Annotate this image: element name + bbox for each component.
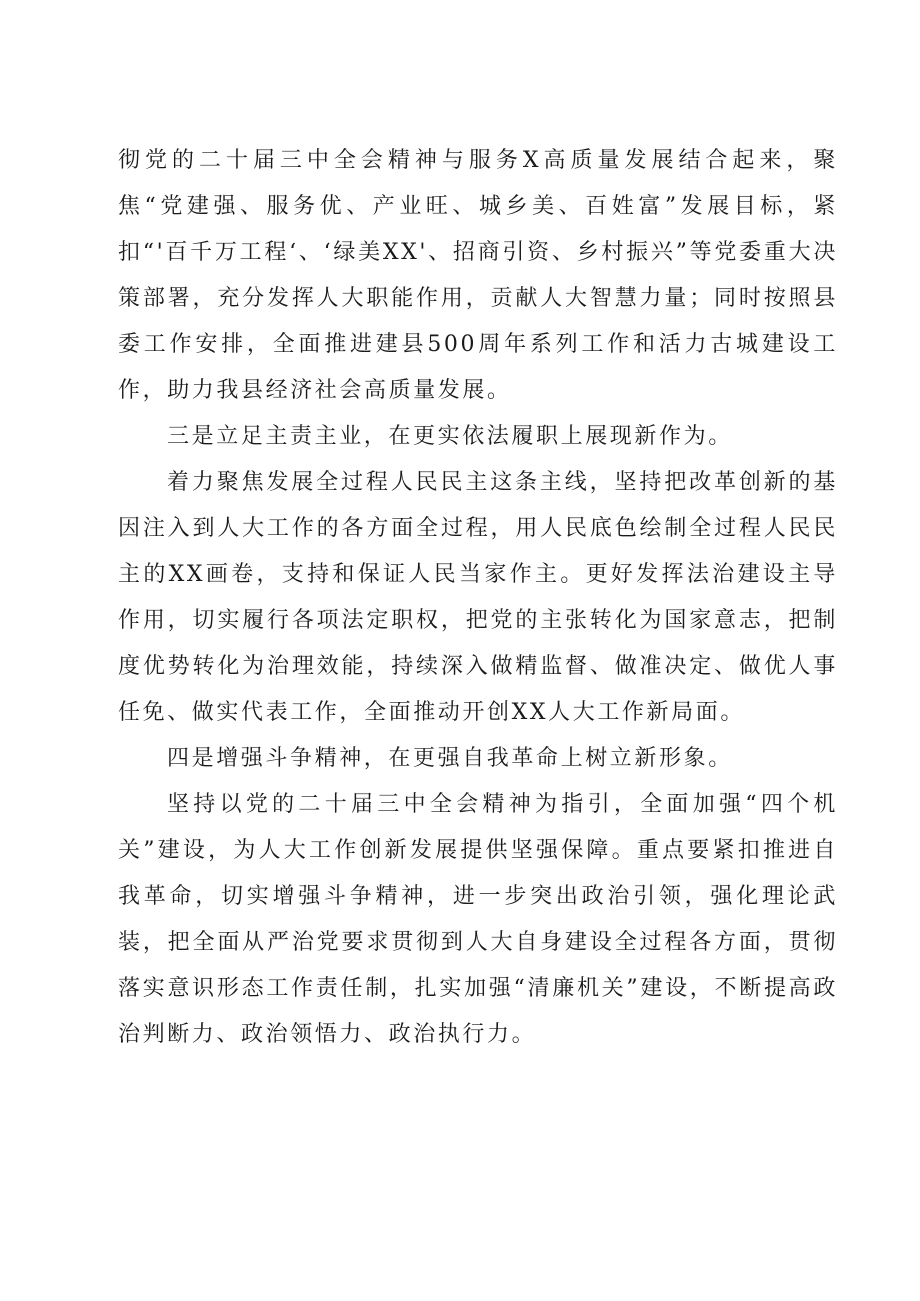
paragraph-body-four: 坚持以党的二十届三中全会精神为指引，全面加强“四个机关”建设，为人大工作创新发展提供坚强保障。重点要紧扣推进自我革命，切实增强斗争精神，进一步突出政治引领，强化理论武装，把全面从严治党要求贯彻到人大自身建设全过程各方面，贯彻落实意识形态工作责任制，扎实加强“清廉机关”建设，不断提高政治判断力、政治领悟力、政治执行力。 <box>118 792 838 1047</box>
paragraph-heading-four: 四是增强斗争精神，在更强自我革命上树立新形象。 <box>167 746 733 771</box>
document-body <box>118 138 838 1058</box>
paragraph-body-three: 着力聚焦发展全过程人民民主这条主线，坚持把改革创新的基因注入到人大工作的各方面全过程，用人民底色绘制全过程人民民主的XX画卷，支持和保证人民当家作主。更好发挥法治建设主导作用，切实履行各项法定职权，把党的主张转化为国家意志，把制度优势转化为治理效能，持续深入做精监督、做准决定、做优人事任免、做实代表工作，全面推动开创XX人大工作新局面。 <box>118 470 838 725</box>
paragraph-continuation: 彻党的二十届三中全会精神与服务X高质量发展结合起来，聚焦“党建强、服务优、产业旺、城乡美、百姓富”发展目标，紧扣“'百千万工程‘、‘绿美XX'、招商引资、乡村振兴”等党委重大决策部署，充分发挥人大职能作用，贡献人大智慧力量；同时按照县委工作安排，全面推进建县500周年系列工作和活力古城建设工作，助力我县经济社会高质量发展。 <box>118 148 838 403</box>
paragraph-heading-three: 三是立足主责主业，在更实依法履职上展现新作为。 <box>167 424 733 449</box>
